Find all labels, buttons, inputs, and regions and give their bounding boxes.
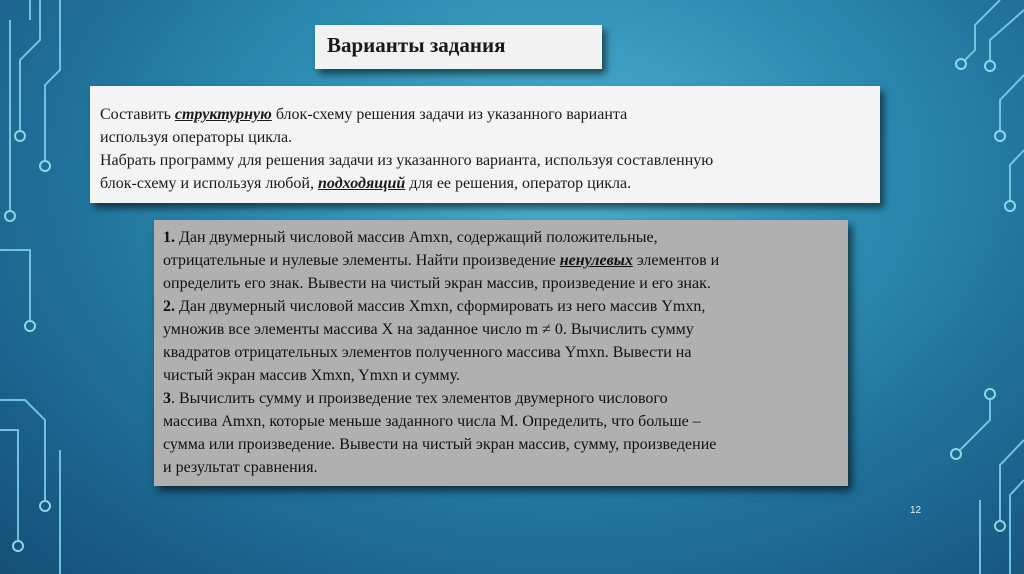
- task-1-number: 1.: [163, 229, 175, 246]
- intro-text: для ее решения, оператор цикла.: [405, 175, 632, 192]
- task-2-line-3: квадратов отрицательных элементов полученного массива Ymxn. Вывести на: [163, 344, 692, 361]
- task-2-line-1: [163, 295, 842, 318]
- intro-text-box: [90, 86, 880, 203]
- intro-line-1: [100, 103, 872, 126]
- slide-title-box: [315, 25, 602, 69]
- slide-title: Варианты задания: [327, 33, 506, 57]
- intro-line-2: используя операторы цикла.: [100, 129, 293, 146]
- task-text: Дан двумерный числовой массив Xmxn, сформировать из него массив Ymxn,: [175, 298, 706, 315]
- task-text: . Вычислить сумму и произведение тех элементов двумерного числового: [171, 390, 668, 407]
- intro-text: Составить: [100, 106, 175, 123]
- task-3-line-1: [163, 387, 842, 410]
- task-2-line-2: умножив все элементы массива X на заданное число m ≠ 0. Вычислить сумму: [163, 321, 694, 338]
- intro-line-3: Набрать программу для решения задачи из указанного варианта, используя составленную: [100, 152, 714, 169]
- intro-text: блок-схему и используя любой,: [100, 175, 318, 192]
- task-3-line-3: сумма или произведение. Вывести на чистый экран массив, сумму, произведение: [163, 436, 717, 453]
- task-3-line-4: и результат сравнения.: [163, 459, 318, 476]
- task-text: элементов и: [632, 252, 720, 269]
- emphasis-suitable: подходящий: [318, 175, 406, 192]
- intro-line-4: [100, 172, 872, 195]
- task-1-line-2: [163, 249, 842, 272]
- task-2-line-4: чистый экран массив Xmxn, Ymxn и сумму.: [163, 367, 461, 384]
- task-3-line-2: массива Amxn, которые меньше заданного числа M. Определить, что больше –: [163, 413, 701, 430]
- intro-text: блок-схему решения задачи из указанного варианта: [271, 106, 628, 123]
- task-1-line-3: определить его знак. Вывести на чистый экран массив, произведение и его знак.: [163, 275, 711, 292]
- tasks-box: [154, 220, 848, 486]
- task-text: отрицательные и нулевые элементы. Найти произведение: [163, 252, 560, 269]
- page-number: 12: [910, 505, 922, 516]
- task-2-number: 2.: [163, 298, 175, 315]
- task-text: Дан двумерный числовой массив Amxn, содержащий положительные,: [175, 229, 658, 246]
- task-3-number: 3: [163, 390, 171, 407]
- emphasis-structural: структурную: [174, 106, 272, 123]
- emphasis-nonzero: ненулевых: [559, 252, 633, 269]
- task-1-line-1: [163, 226, 842, 249]
